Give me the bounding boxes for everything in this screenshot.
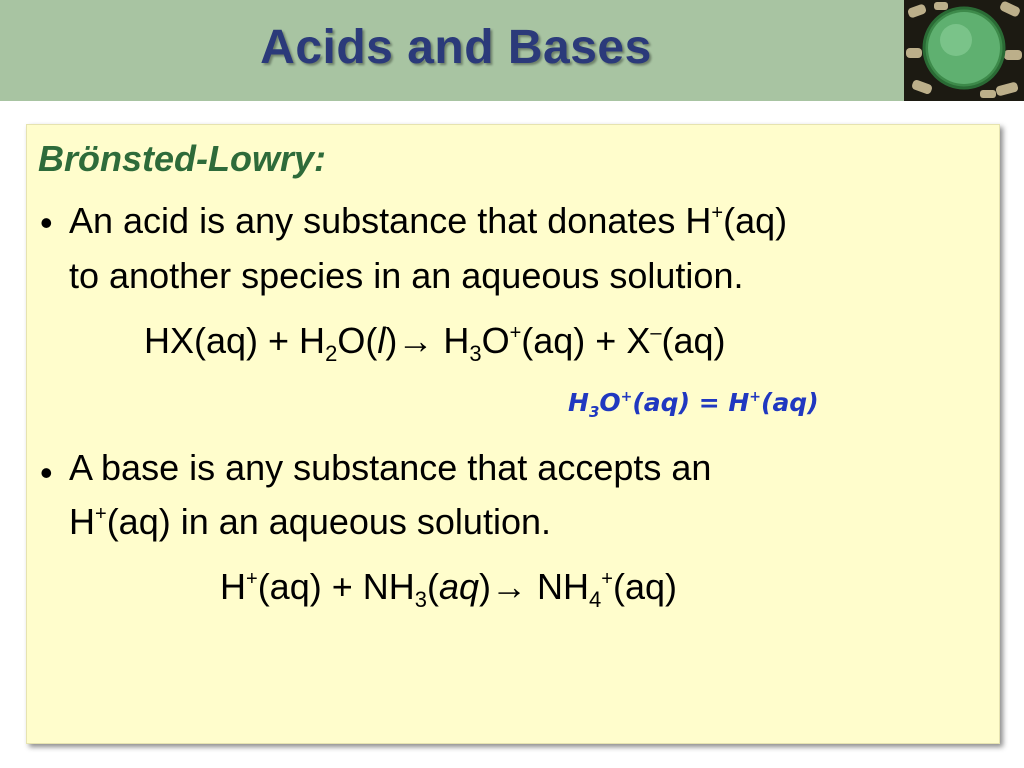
bullet-acid-line1: An acid is any substance that donates H+(aq) bbox=[69, 200, 788, 241]
section-subtitle: Brönsted-Lowry: bbox=[38, 138, 326, 179]
acid-equation: $HX(aq) + H_2O(l)\to H_3O^+(aq) + X^-(aq)$ bbox=[144, 320, 726, 366]
bullet-marker: • bbox=[40, 202, 53, 243]
arrow-icon: → bbox=[491, 566, 528, 607]
bullet-base-line1: A base is any substance that accepts an bbox=[69, 447, 712, 488]
sphere-image-icon bbox=[904, 0, 1024, 101]
base-equation: $H^+(aq) + NH_3(aq)\to NH_4^+(aq)$ bbox=[220, 566, 677, 612]
bullet-acid-line2: to another species in an aqueous solution. bbox=[69, 255, 744, 296]
hydronium-note: $H_3O^+(aq) = H^+(aq)$ bbox=[568, 388, 819, 421]
bullet-marker: • bbox=[40, 452, 53, 493]
bullet-base-line2: H+(aq) in an aqueous solution. bbox=[69, 501, 551, 542]
header-divider bbox=[0, 101, 1024, 104]
slide-title: Acids and Bases bbox=[260, 21, 652, 74]
arrow-icon: → bbox=[397, 320, 434, 361]
